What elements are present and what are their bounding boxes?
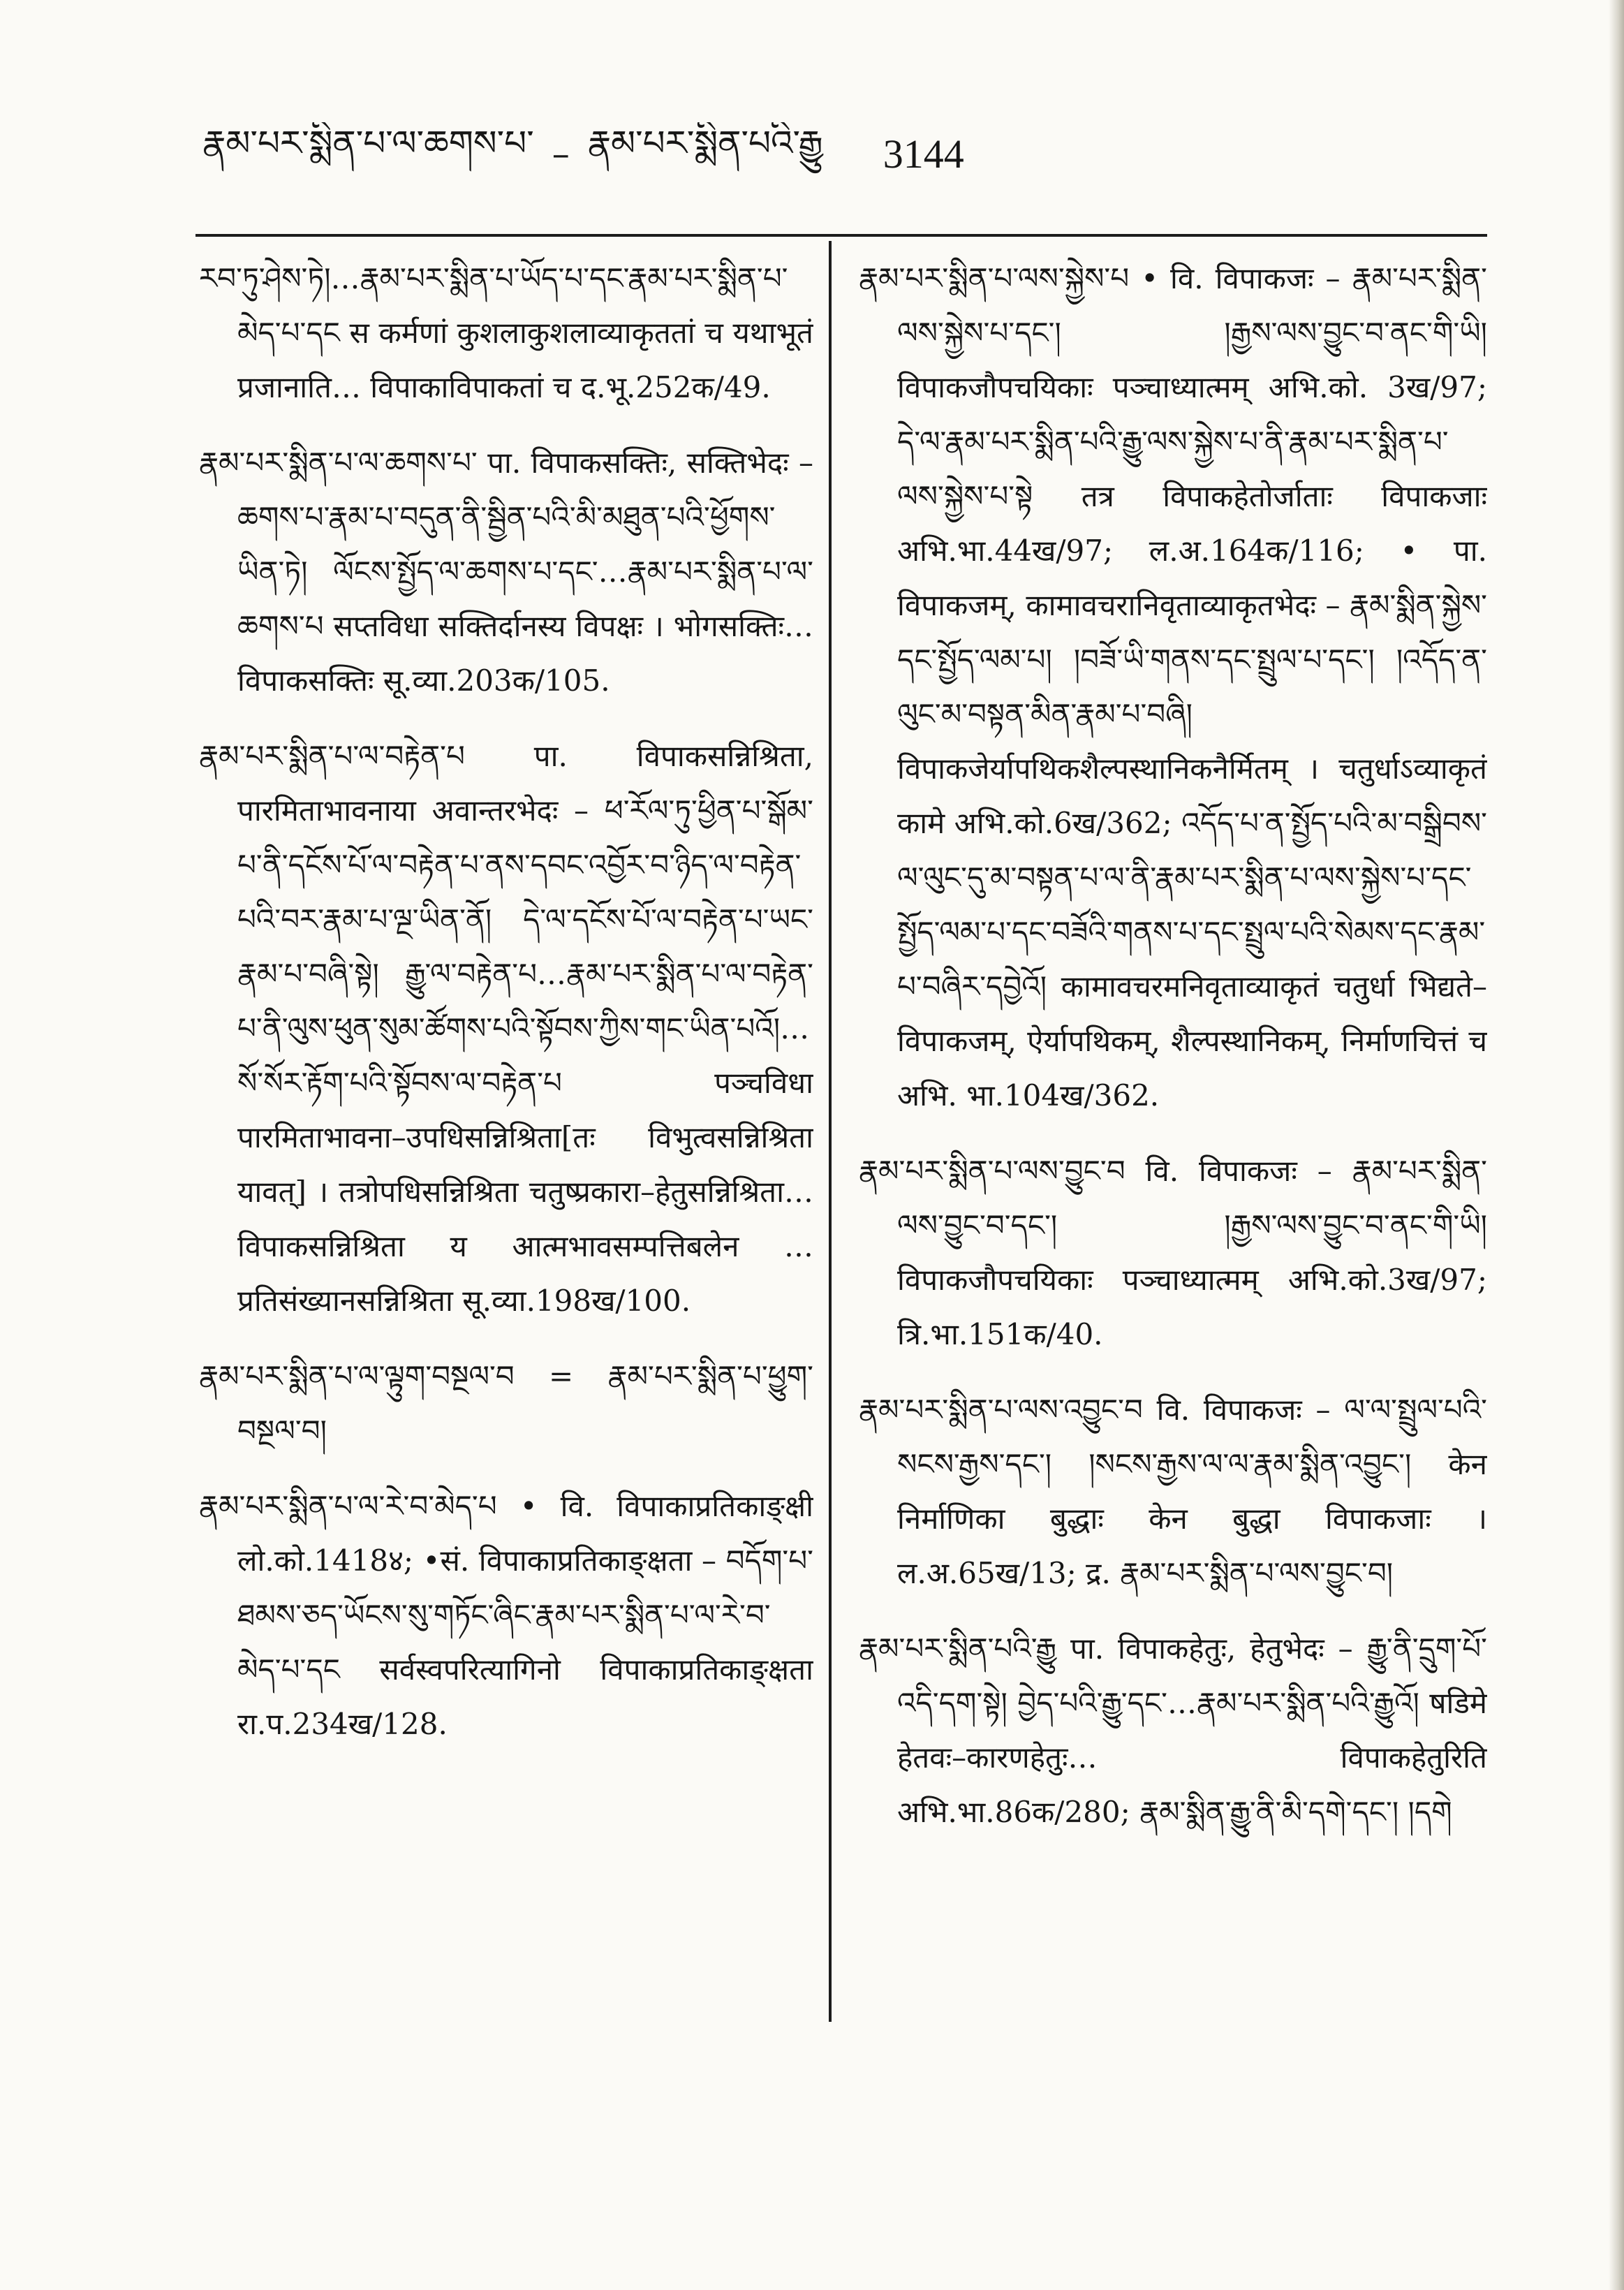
dictionary-entry: རྣམ་པར་སྨིན་པའི་རྒྱུ पा. विपाकहेतुः, हेतुभेदः – རྒྱུ་ནི་དྲུག་པོ་འདི་དག་སྟེ། བྱེད་པའི་རྒྱུ་དང་…རྣམ་པར་སྨིན་པའི་རྒྱུའོ། षडिमे हेतवः–कारणहेतुः… विपाकहेतुरिति अभि.भा.86क/280; རྣམ་སྨིན་རྒྱུ་ནི་མི་དགེ་དང་། །དགེ <box>859 1631 1487 1829</box>
page-number: 3144 <box>883 131 964 177</box>
dictionary-entry: རྣམ་པར་སྨིན་པ་ལས་འབྱུང་བ वि. विपाकजः – ལ་ལ་སྤྲུལ་པའི་སངས་རྒྱས་དང་། །སངས་རྒྱས་ལ་ལ་རྣམ་སྨིན་འབྱུང་། केन निर्माणिका बुद्धाः केन बुद्धा विपाकजाः । ल.अ.65ख/13; द्र. རྣམ་པར་སྨིན་པ་ལས་བྱུང་བ། <box>859 1393 1487 1590</box>
header-right-guide-word: རྣམ་པར་སྨིན་པའི་རྒྱུ <box>587 123 823 163</box>
dictionary-entry: རྣམ་པར་སྨིན་པ་ལས་སྐྱེས་པ • वि. विपाकजः – རྣམ་པར་སྨིན་ལས་སྐྱེས་པ་དང་། །རྒྱས་ལས་བྱུང་བ་ནང་གི་ཡི། विपाकजौपचयिकाः पञ्चाध्यात्मम् अभि.को. 3ख/97; དེ་ལ་རྣམ་པར་སྨིན་པའི་རྒྱུ་ལས་སྐྱེས་པ་ནི་རྣམ་པར་སྨིན་པ་ལས་སྐྱེས་པ་སྟེ तत्र विपाकहेतोर्जाताः विपाकजाः अभि.भा.44ख/97; ल.अ.164क/116; • पा. विपाकजम्, कामावचरानिवृताव्याकृतभेदः – རྣམ་སྨིན་སྐྱེས་དང་སྤྱོད་ལམ་པ། །བཟོ་ཡི་གནས་དང་སྤྲུལ་པ་དང་། །འདོད་ན་ལུང་མ་བསྟན་མིན་རྣམ་པ་བཞི། विपाकजेर्यापथिकशैल्पस्थानिकनैर्मितम् । चतुर्धाऽव्याकृतं कामे अभि.को.6ख/362; འདོད་པ་ན་སྤྱོད་པའི་མ་བསྒྲིབས་ལ་ལུང་དུ་མ་བསྟན་པ་ལ་ནི་རྣམ་པར་སྨིན་པ་ལས་སྐྱེས་པ་དང་སྤྱོད་ལམ་པ་དང་བཟོའི་གནས་པ་དང་སྤྲུལ་པའི་སེམས་དང་རྣམ་པ་བཞིར་དབྱེའོ། कामावचरमनिवृताव्याकृतं चतुर्धा भिद्यते–विपाकजम्, ऐर्यापथिकम्, शैल्पस्थानिकम्, निर्माणचित्तं च अभि. भा.104ख/362. <box>859 261 1487 1113</box>
header-rule <box>195 234 1487 237</box>
dictionary-entry: རྣམ་པར་སྨིན་པ་ལས་བྱུང་བ वि. विपाकजः – རྣམ་པར་སྨིན་ལས་བྱུང་བ་དང་། །རྒྱས་ལས་བྱུང་བ་ནང་གི་ཡི། विपाकजौपचयिकाः पञ्चाध्यात्मम् अभि.को.3ख/97; त्रि.भा.151क/40. <box>859 1154 1487 1351</box>
header-dash: – <box>552 133 570 174</box>
column-divider <box>829 241 832 2022</box>
right-column <box>859 251 1487 1860</box>
running-header <box>202 122 1250 185</box>
dictionary-entry: རྣམ་པར་སྨིན་པ་ལ་རེ་བ་མེད་པ • वि. विपाकाप्रतिकाङ्क्षी लो.को.1418४; •सं. विपाकाप्रतिकाङ्क्षता – བདོག་པ་ཐམས་ཅད་ཡོངས་སུ་གཏོང་ཞིང་རྣམ་པར་སྨིན་པ་ལ་རེ་བ་མེད་པ་དང सर्वस्वपरित्यागिनो विपाकाप्रतिकाङ्क्षता रा.प.234ख/128. <box>199 1489 813 1741</box>
dictionary-entry: རབ་ཏུ་ཤེས་ཏེ།…རྣམ་པར་སྨིན་པ་ཡོད་པ་དང་རྣམ་པར་སྨིན་པ་མེད་པ་དང स कर्मणां कुशलाकुशलाव्याकृततां च यथाभूतं प्रजानाति… विपाकाविपाकतां च द.भू.252क/49. <box>199 261 813 404</box>
dictionary-entry: རྣམ་པར་སྨིན་པ་ལ་ལྟུག་བསྔལ་བ = རྣམ་པར་སྨིན་པ་ཕྱུག་བསྔལ་བ། <box>199 1359 813 1448</box>
dictionary-entry: རྣམ་པར་སྨིན་པ་ལ་བརྟེན་པ पा. विपाकसन्निश्रिता, पारमिताभावनाया अवान्तरभेदः – ཕ་རོལ་ཏུ་ཕྱིན་པ་སྒོམ་པ་ནི་དངོས་པོ་ལ་བརྟེན་པ་ནས་དབང་འབྱོར་བ་ཉིད་ལ་བརྟེན་པའི་བར་རྣམ་པ་ལྔ་ཡིན་ནོ། དེ་ལ་དངོས་པོ་ལ་བརྟེན་པ་ཡང་རྣམ་པ་བཞི་སྟེ། རྒྱུ་ལ་བརྟེན་པ…རྣམ་པར་སྨིན་པ་ལ་བརྟེན་པ་ནི་ལུས་ཕུན་སུམ་ཚོགས་པའི་སྟོབས་ཀྱིས་གང་ཡིན་པའོ།…སོ་སོར་རྟོག་པའི་སྟོབས་ལ་བརྟེན་པ पञ्चविधा पारमिताभावना–उपधिसन्निश्रिता[तः विभुत्वसन्निश्रिता यावत्] । तत्रोपधिसन्निश्रिता चतुष्प्रकारा–हेतुसन्निश्रिता…विपाकसन्निश्रिता य आत्मभावसम्पत्तिबलेन … प्रतिसंख्यानसन्निश्रिता सू.व्या.198ख/100. <box>199 739 813 1318</box>
header-left-guide-word: རྣམ་པར་སྨིན་པ་ལ་ཆགས་པ་ <box>202 123 534 163</box>
scan-edge <box>1609 0 1624 2290</box>
left-column <box>199 251 813 1772</box>
dictionary-entry: རྣམ་པར་སྨིན་པ་ལ་ཆགས་པ་ पा. विपाकसक्तिः, सक्तिभेदः – ཆགས་པ་རྣམ་པ་བདུན་ནི་སྦྱིན་པའི་མི་མཐུན་པའི་ཕྱོགས་ཡིན་ཏེ། ལོངས་སྤྱོད་ལ་ཆགས་པ་དང་…རྣམ་པར་སྨིན་པ་ལ་ཆགས་པ सप्तविधा सक्तिर्दानस्य विपक्षः । भोगसक्तिः… विपाकसक्तिः सू.व्या.203क/105. <box>199 446 813 698</box>
